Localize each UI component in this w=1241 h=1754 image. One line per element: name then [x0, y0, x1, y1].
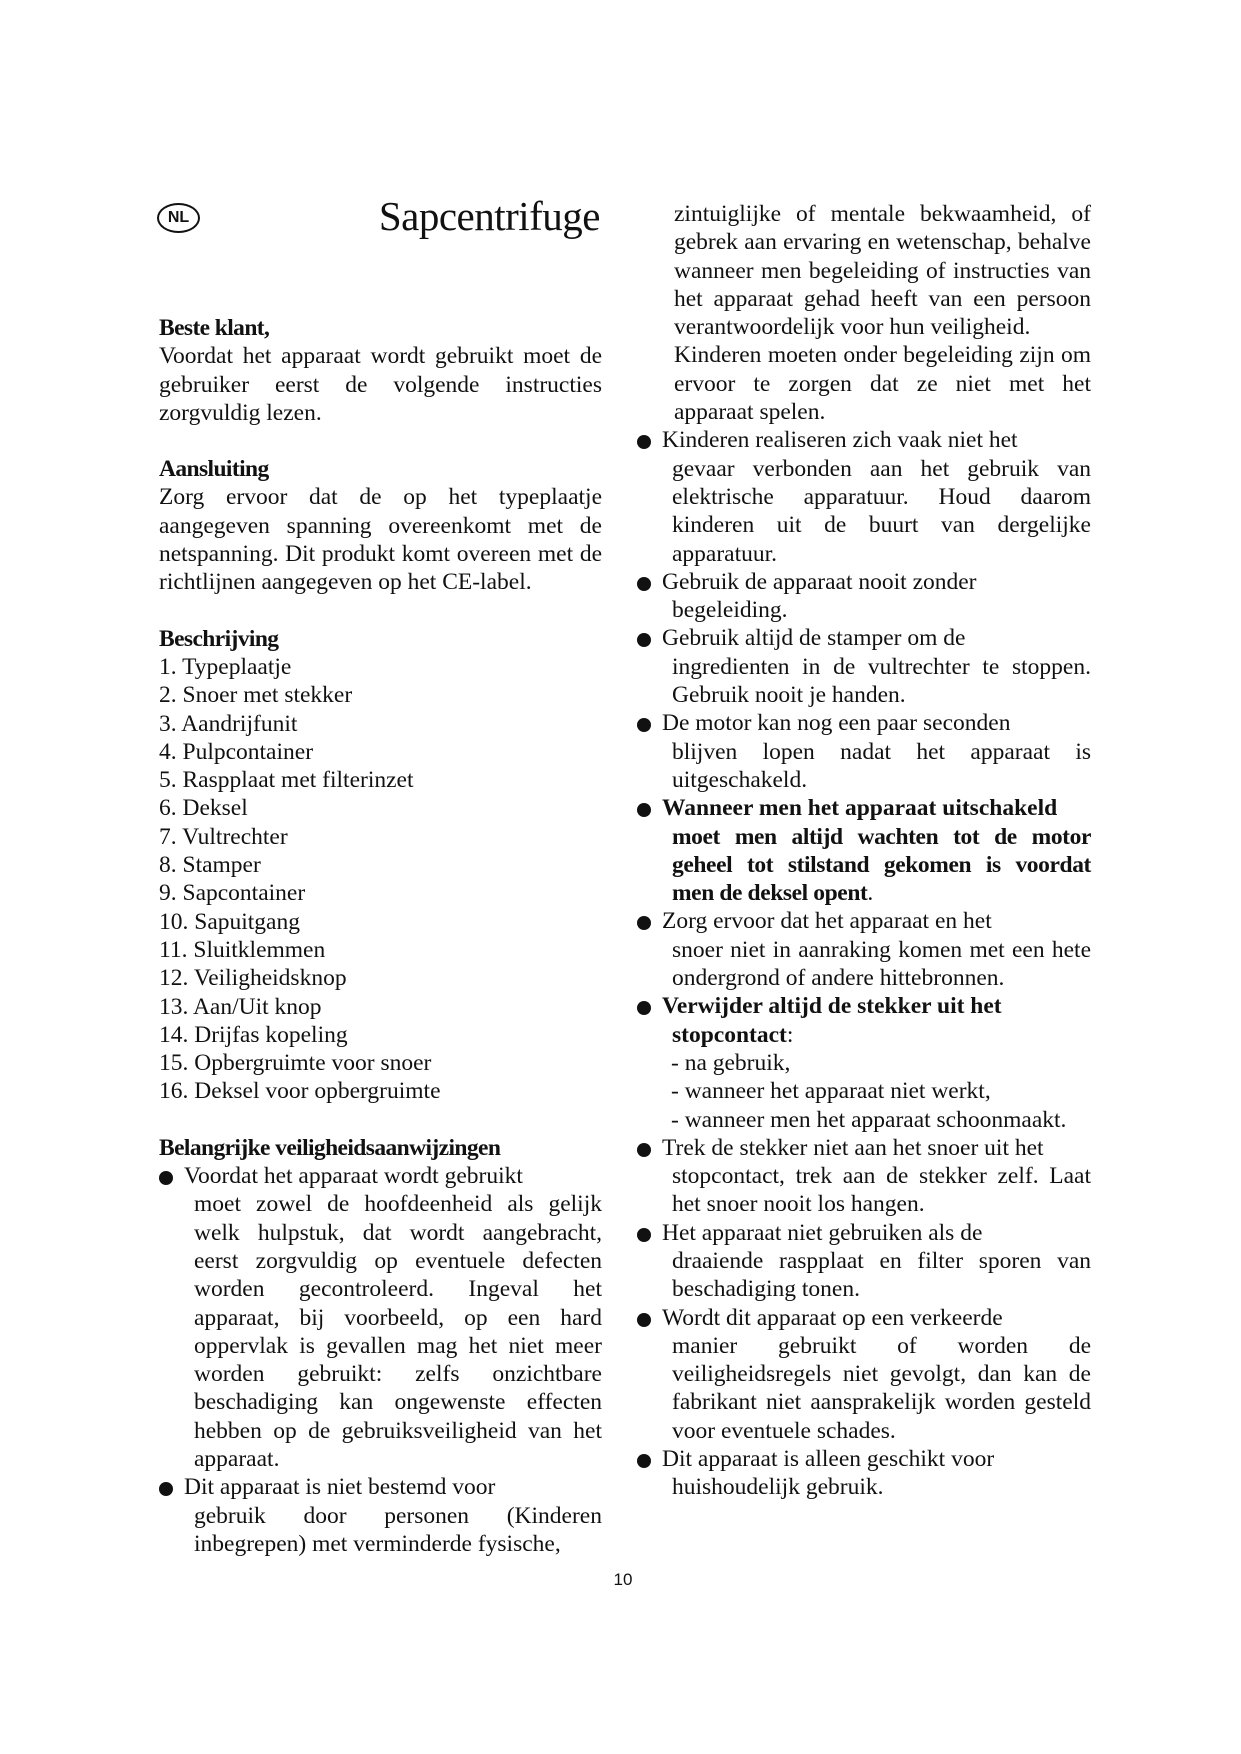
bullet-icon — [637, 803, 651, 817]
page-title: Sapcentrifuge — [378, 193, 600, 239]
safety-heading: Belangrijke veiligheidsaanwijzingen — [159, 1134, 501, 1161]
bullet-icon — [159, 1482, 173, 1496]
page-number: 10 — [613, 1570, 633, 1589]
list-item: Dit apparaat is niet bestemd voor gebruik door personen (Kinderen inbegrepen) met verminderde fysische, — [159, 1473, 602, 1558]
safety-list-left — [159, 1162, 602, 1558]
list-item: Voordat het apparaat wordt gebruikt moet zowel de hoofdeenheid als gelijk welk hulpstuk, dat wordt aangebracht, eerst zorgvuldig op eventuele defecten worden gecontroleerd. Ingeval het apparaat, bij voorbeeld, op een hard oppervlak is gevallen mag het niet meer worden gebruikt: zelfs onzichtbare beschadiging kan ongewenste effecten hebben op de gebruiksveiligheid van het apparaat. — [159, 1162, 602, 1473]
list-item: 8. Stamper — [159, 852, 261, 879]
list-item-continuation: zintuiglijke of mentale bekwaamheid, of gebrek aan ervaring en wetenschap, behalve wanneer men begeleiding of instructies van het apparaat gehad heeft van een persoon verantwoordelijk voor hun veiligheid. — [674, 201, 1091, 341]
list-item: 9. Sapcontainer — [159, 880, 306, 907]
list-item: Wanneer men het apparaat uitschakeld moet men altijd wachten tot de motor geheel tot stilstand gekomen is voordat men de deksel opent. — [637, 794, 1091, 907]
connection-heading: Aansluiting — [159, 456, 269, 483]
bullet-icon — [637, 1228, 651, 1242]
bullet-icon — [637, 435, 651, 449]
list-item: 10. Sapuitgang — [159, 908, 300, 935]
intro-paragraph: Voordat het apparaat wordt gebruikt moet de gebruiker eerst de volgende instructies zorgvuldig lezen. — [159, 343, 602, 426]
list-item: 7. Vultrechter — [159, 823, 288, 850]
parts-list — [159, 653, 602, 1106]
list-item: 13. Aan/Uit knop — [159, 993, 322, 1020]
bullet-icon — [637, 916, 651, 930]
list-item: 12. Veiligheidsknop — [159, 965, 347, 992]
bullet-icon — [159, 1171, 173, 1185]
bullet-icon — [637, 1001, 651, 1015]
right-column — [646, 200, 1091, 1502]
list-item: 14. Drijfas kopeling — [159, 1021, 348, 1048]
safety-list-right — [637, 426, 1091, 1501]
bullet-icon — [637, 1454, 651, 1468]
list-item: Verwijder altijd de stekker uit het stopcontact: - na gebruik, - wanneer het apparaat niet werkt, - wanneer men het apparaat schoonmaakt. — [637, 992, 1091, 1133]
description-heading: Beschrijving — [159, 625, 279, 652]
list-item: 16. Deksel voor opbergruimte — [159, 1078, 441, 1105]
list-item: 15. Opbergruimte voor snoer — [159, 1050, 432, 1077]
list-item: 6. Deksel — [159, 795, 248, 822]
list-item: 3. Aandrijfunit — [159, 710, 298, 737]
language-badge: NL — [157, 203, 200, 233]
list-item: 2. Snoer met stekker — [159, 682, 353, 709]
list-item: Gebruik altijd de stamper om de ingredienten in de vultrechter te stoppen. Gebruik nooit je handen. — [637, 624, 1091, 709]
bullet-icon — [637, 718, 651, 732]
list-item: 11. Sluitklemmen — [159, 936, 326, 963]
greeting-heading: Beste klant, — [159, 315, 270, 341]
list-item: Zorg ervoor dat het apparaat en het snoer niet in aanraking komen met een hete ondergrond of andere hittebronnen. — [637, 907, 1091, 992]
list-item: 1. Typeplaatje — [159, 653, 292, 680]
list-item: De motor kan nog een paar seconden blijven lopen nadat het apparaat is uitgeschakeld. — [637, 709, 1091, 794]
left-column — [159, 314, 602, 1558]
list-item: Trek de stekker niet aan het snoer uit het stopcontact, trek aan de stekker zelf. Laat het snoer nooit los hangen. — [637, 1134, 1091, 1219]
bullet-icon — [637, 577, 651, 591]
bullet-icon — [637, 633, 651, 647]
list-item: Kinderen realiseren zich vaak niet het gevaar verbonden aan het gebruik van elektrische apparatuur. Houd daarom kinderen uit de buurt van dergelijke apparatuur. — [637, 426, 1091, 567]
list-item: 4. Pulpcontainer — [159, 738, 314, 765]
list-item: 5. Raspplaat met filterinzet — [159, 767, 414, 794]
bullet-icon — [637, 1143, 651, 1157]
connection-paragraph: Zorg ervoor dat de op het typeplaatje aangegeven spanning overeenkomt met de netspanning. Dit produkt komt overeen met de richtlijnen aangegeven op het CE-label. — [159, 484, 602, 596]
list-item: Wordt dit apparaat op een verkeerde manier gebruikt of worden de veiligheidsregels niet gevolgt, dan kan de fabrikant niet aansprakelijk worden gesteld voor eventuele schades. — [637, 1304, 1091, 1445]
bullet-icon — [637, 1313, 651, 1327]
list-item: Gebruik de apparaat nooit zonder begeleiding. — [637, 568, 1091, 625]
list-item-continuation: Kinderen moeten onder begeleiding zijn om ervoor te zorgen dat ze niet met het apparaat spelen. — [674, 342, 1091, 426]
list-item: Het apparaat niet gebruiken als de draaiende raspplaat en filter sporen van beschadiging tonen. — [637, 1219, 1091, 1304]
list-item: Dit apparaat is alleen geschikt voor huishoudelijk gebruik. — [637, 1445, 1091, 1502]
